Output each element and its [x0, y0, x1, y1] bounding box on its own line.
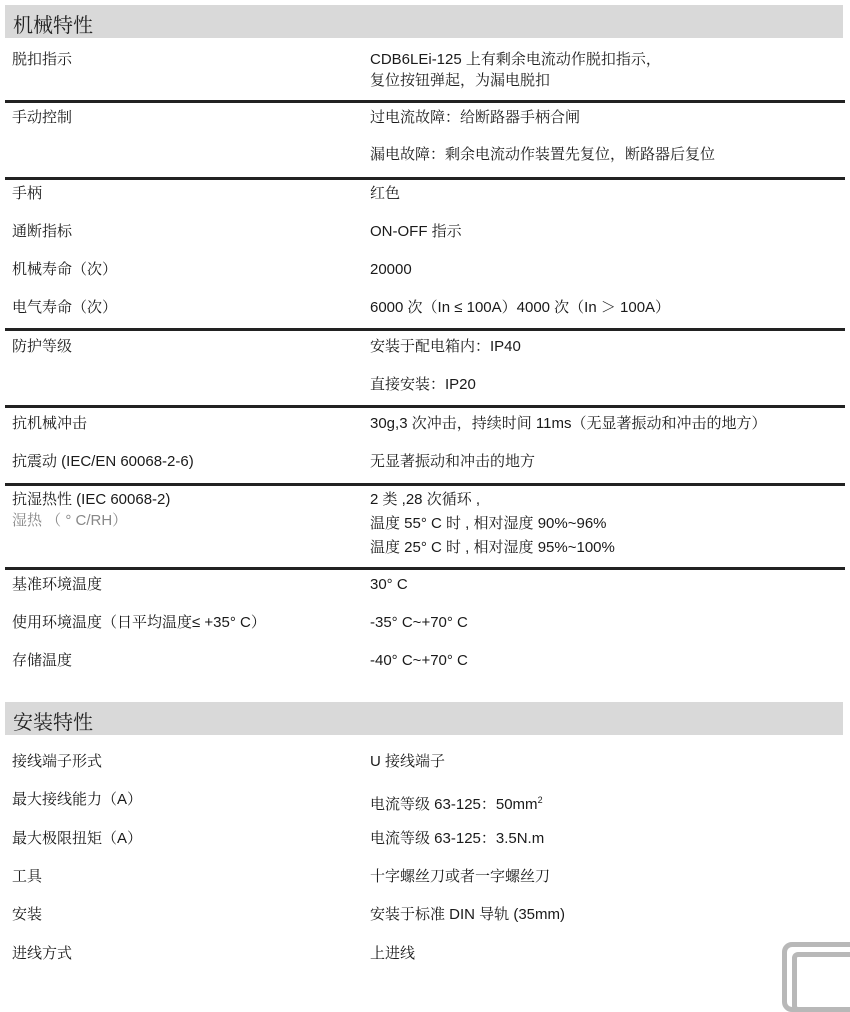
row-value: 过电流故障：给断路器手柄合闸	[370, 109, 581, 126]
row-value: 20000	[370, 261, 412, 278]
row-value: 30° C	[370, 576, 408, 593]
row-label: 电气寿命（次）	[12, 299, 118, 316]
row-value: 6000 次（In ≤ 100A）4000 次（In ＞ 100A）	[370, 299, 671, 316]
divider	[5, 100, 845, 103]
row-value: 温度 25° C 时 , 相对湿度 95%~100%	[370, 539, 615, 556]
section-header-mechanical	[5, 5, 843, 38]
row-label: 防护等级	[12, 338, 73, 355]
row-label: 工具	[12, 868, 43, 885]
section-title: 机械特性	[13, 15, 93, 37]
row-value: 电流等级 63-125：3.5N.m	[370, 830, 545, 847]
row-label: 接线端子形式	[12, 753, 103, 770]
row-value: U 接线端子	[370, 753, 446, 770]
section-header-installation	[5, 702, 843, 735]
section-title: 安装特性	[13, 712, 93, 734]
row-label: 抗机械冲击	[12, 415, 88, 432]
row-value: 安装于配电箱内：IP40	[370, 338, 521, 355]
row-value: 红色	[370, 185, 401, 202]
divider	[5, 328, 845, 331]
row-value: 漏电故障：剩余电流动作装置先复位，断路器后复位	[370, 146, 716, 163]
row-value: 直接安装：IP20	[370, 376, 476, 393]
row-value: 上进线	[370, 945, 416, 962]
divider	[5, 405, 845, 408]
row-label: 进线方式	[12, 945, 73, 962]
divider	[5, 483, 845, 486]
row-label: 抗震动 (IEC/EN 60068-2-6)	[12, 453, 194, 470]
row-label: 手动控制	[12, 109, 73, 126]
row-label: 安装	[12, 906, 43, 923]
row-value: CDB6LEi-125 上有剩余电流动作脱扣指示，	[370, 51, 661, 68]
row-value: -40° C~+70° C	[370, 652, 468, 669]
divider	[5, 177, 845, 180]
row-label: 通断指标	[12, 223, 73, 240]
row-label: 基准环境温度	[12, 576, 103, 593]
row-label: 最大接线能力（A）	[12, 791, 143, 808]
row-value	[370, 790, 543, 815]
row-value: -35° C~+70° C	[370, 614, 468, 631]
value-text: 电流等级 63-125：50mm	[370, 796, 538, 813]
row-value: 2 类 ,28 次循环 ,	[370, 491, 481, 508]
row-value: 十字螺丝刀或者一字螺丝刀	[370, 868, 551, 885]
row-value: 无显著振动和冲击的地方	[370, 453, 536, 470]
row-label: 手柄	[12, 185, 43, 202]
divider	[5, 567, 845, 570]
superscript: 2	[537, 795, 543, 805]
corner-decoration-inner	[792, 952, 850, 1012]
row-sublabel: 湿热 （ ° C/RH）	[12, 512, 128, 529]
row-label: 抗湿热性 (IEC 60068-2)	[12, 491, 171, 508]
row-value: 30g,3 次冲击，持续时间 11ms（无显著振动和冲击的地方）	[370, 415, 767, 432]
row-label: 脱扣指示	[12, 51, 73, 68]
row-value: 温度 55° C 时 , 相对湿度 90%~96%	[370, 515, 607, 532]
row-value: 安装于标准 DIN 导轨 (35mm)	[370, 906, 566, 923]
row-label: 机械寿命（次）	[12, 261, 118, 278]
row-label: 最大极限扭矩（A）	[12, 830, 143, 847]
row-value: ON-OFF 指示	[370, 223, 462, 240]
row-value: 复位按钮弹起，为漏电脱扣	[370, 72, 551, 89]
row-label: 存储温度	[12, 652, 73, 669]
row-label: 使用环境温度（日平均温度≤ +35° C）	[12, 614, 266, 631]
